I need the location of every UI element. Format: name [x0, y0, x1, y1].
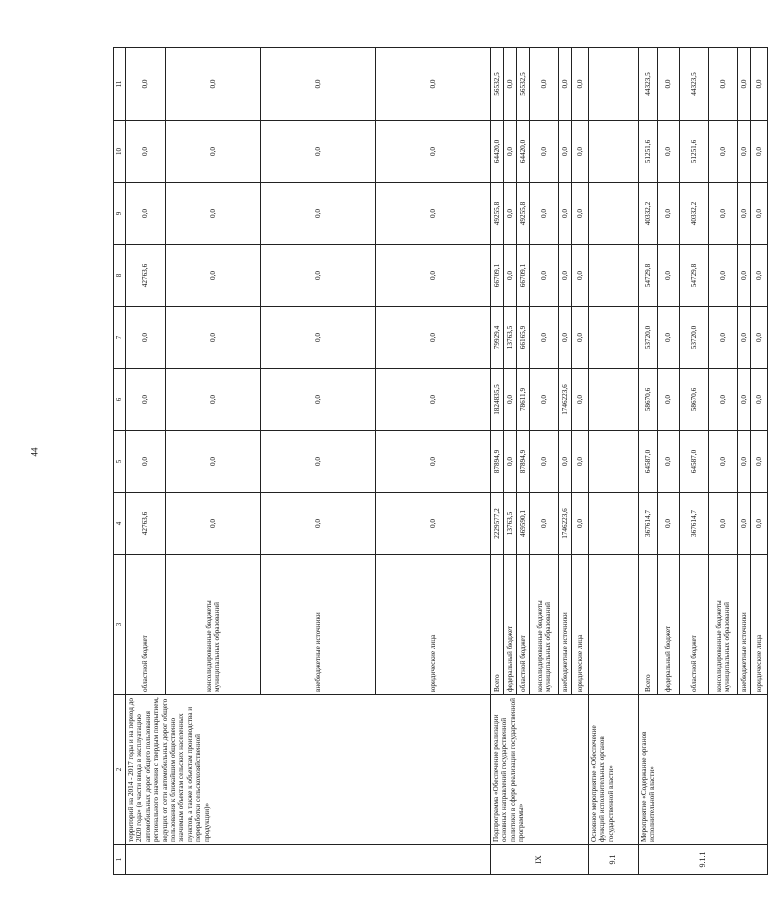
value-cell: 0,0 [530, 183, 559, 245]
value-cell: 0,0 [709, 48, 738, 121]
header-cell: 9 [114, 183, 126, 245]
value-cell: 0,0 [559, 431, 572, 493]
value-cell: 13763,5 [504, 307, 517, 369]
value-cell: 0,0 [376, 245, 491, 307]
value-cell: 0,0 [751, 183, 768, 245]
value-cell: 0,0 [261, 121, 376, 183]
value-cell: 0,0 [530, 369, 559, 431]
value-cell: 0,0 [709, 183, 738, 245]
value-cell: 0,0 [504, 121, 517, 183]
value-cell: 1746223,6 [559, 493, 572, 555]
value-cell: 13763,5 [504, 493, 517, 555]
value-cell: 79929,4 [491, 307, 504, 369]
value-cell: 0,0 [658, 121, 680, 183]
program-name: Основное мероприятие «Обеспечение функций исполнительных органов государственной власти» [589, 695, 639, 845]
value-cell: 0,0 [658, 183, 680, 245]
value-cell: 0,0 [709, 121, 738, 183]
value-cell: 53720,0 [680, 307, 709, 369]
value-cell: 0,0 [559, 183, 572, 245]
value-cell: 56532,5 [491, 48, 504, 121]
value-cell: 0,0 [751, 307, 768, 369]
value-cell: 0,0 [166, 431, 261, 493]
value-cell: 0,0 [376, 369, 491, 431]
funding-source: консолидированные бюджеты муниципальных образований [709, 555, 738, 695]
value-cell: 51251,6 [639, 121, 658, 183]
value-cell: 0,0 [559, 121, 572, 183]
value-cell: 0,0 [504, 431, 517, 493]
program-name: Мероприятие «Содержание органов исполнительной власти» [639, 695, 768, 845]
program-name: Подпрограмма «Обеспечение реализации основных направлений государственной политики в сфере реализации государственной программы» [491, 695, 589, 845]
value-cell: 1746223,6 [559, 369, 572, 431]
value-cell: 0,0 [166, 369, 261, 431]
value-cell: 0,0 [261, 431, 376, 493]
value-cell: 58670,6 [680, 369, 709, 431]
header-row [114, 48, 126, 875]
header-cell: 11 [114, 48, 126, 121]
funding-source: областной бюджет [680, 555, 709, 695]
value-cell: 0,0 [559, 307, 572, 369]
row-code: 9.1 [589, 845, 639, 875]
empty-cell [589, 245, 639, 307]
value-cell: 367614,7 [680, 493, 709, 555]
empty-cell [589, 369, 639, 431]
value-cell: 0,0 [166, 493, 261, 555]
value-cell: 0,0 [530, 48, 559, 121]
budget-table [113, 47, 768, 875]
header-cell: 4 [114, 493, 126, 555]
value-cell: 0,0 [126, 121, 166, 183]
value-cell: 0,0 [376, 121, 491, 183]
value-cell: 44323,5 [680, 48, 709, 121]
value-cell: 0,0 [166, 121, 261, 183]
row-code: IX [491, 845, 589, 875]
value-cell: 0,0 [126, 183, 166, 245]
value-cell: 0,0 [709, 307, 738, 369]
value-cell: 0,0 [751, 493, 768, 555]
funding-source: областной бюджет [517, 555, 530, 695]
value-cell: 0,0 [658, 431, 680, 493]
value-cell: 0,0 [738, 245, 751, 307]
value-cell: 0,0 [572, 431, 589, 493]
value-cell: 0,0 [166, 307, 261, 369]
value-cell: 0,0 [709, 369, 738, 431]
value-cell: 0,0 [572, 183, 589, 245]
value-cell: 87894,9 [517, 431, 530, 493]
value-cell: 40332,2 [639, 183, 658, 245]
funding-source: внебюджетные источники [559, 555, 572, 695]
funding-source: юридические лица [751, 555, 768, 695]
value-cell: 0,0 [658, 493, 680, 555]
value-cell: 0,0 [572, 493, 589, 555]
value-cell: 0,0 [530, 431, 559, 493]
value-cell: 49255,8 [491, 183, 504, 245]
value-cell: 0,0 [572, 121, 589, 183]
header-cell: 6 [114, 369, 126, 431]
value-cell: 66165,9 [517, 307, 530, 369]
value-cell: 0,0 [261, 493, 376, 555]
value-cell: 49255,8 [517, 183, 530, 245]
value-cell: 0,0 [376, 431, 491, 493]
value-cell: 0,0 [504, 369, 517, 431]
header-cell: 7 [114, 307, 126, 369]
value-cell: 66709,1 [491, 245, 504, 307]
value-cell: 64587,0 [680, 431, 709, 493]
value-cell: 78611,9 [517, 369, 530, 431]
value-cell: 87894,9 [491, 431, 504, 493]
value-cell: 0,0 [530, 307, 559, 369]
funding-source: федеральный бюджет [658, 555, 680, 695]
value-cell: 51251,6 [680, 121, 709, 183]
header-cell: 2 [114, 695, 126, 845]
value-cell: 0,0 [261, 48, 376, 121]
value-cell: 0,0 [126, 48, 166, 121]
table-row [126, 48, 166, 875]
value-cell: 0,0 [751, 245, 768, 307]
funding-source: юридические лица [376, 555, 491, 695]
value-cell: 53720,0 [639, 307, 658, 369]
value-cell: 0,0 [126, 369, 166, 431]
empty-cell [589, 493, 639, 555]
value-cell: 1824835,5 [491, 369, 504, 431]
header-cell: 8 [114, 245, 126, 307]
value-cell: 0,0 [709, 431, 738, 493]
value-cell: 0,0 [658, 48, 680, 121]
value-cell: 0,0 [738, 121, 751, 183]
value-cell: 0,0 [559, 245, 572, 307]
value-cell: 0,0 [261, 183, 376, 245]
funding-source: областной бюджет [126, 555, 166, 695]
value-cell: 54729,8 [639, 245, 658, 307]
value-cell: 0,0 [738, 307, 751, 369]
value-cell: 0,0 [504, 183, 517, 245]
value-cell: 0,0 [261, 307, 376, 369]
value-cell: 0,0 [504, 245, 517, 307]
value-cell: 0,0 [376, 493, 491, 555]
empty-cell [589, 555, 639, 695]
value-cell: 0,0 [530, 121, 559, 183]
header-cell: 5 [114, 431, 126, 493]
funding-source: внебюджетные источники [738, 555, 751, 695]
value-cell: 0,0 [376, 48, 491, 121]
value-cell: 0,0 [126, 431, 166, 493]
empty-cell [589, 183, 639, 245]
value-cell: 0,0 [658, 307, 680, 369]
funding-source: Всего [639, 555, 658, 695]
value-cell: 0,0 [738, 431, 751, 493]
value-cell: 64587,0 [639, 431, 658, 493]
empty-cell [589, 431, 639, 493]
value-cell: 0,0 [261, 245, 376, 307]
value-cell: 367614,7 [639, 493, 658, 555]
value-cell: 0,0 [572, 48, 589, 121]
table-row [639, 48, 658, 875]
header-cell: 1 [114, 845, 126, 875]
header-cell: 10 [114, 121, 126, 183]
table-row [589, 48, 639, 875]
value-cell: 0,0 [530, 493, 559, 555]
value-cell: 0,0 [709, 245, 738, 307]
page-number: 44 [29, 447, 40, 457]
value-cell: 0,0 [261, 369, 376, 431]
value-cell: 42763,6 [126, 493, 166, 555]
value-cell: 0,0 [504, 48, 517, 121]
value-cell: 0,0 [166, 183, 261, 245]
value-cell: 0,0 [751, 369, 768, 431]
value-cell: 0,0 [658, 245, 680, 307]
row-code: 9.1.1 [639, 845, 768, 875]
value-cell: 0,0 [751, 431, 768, 493]
header-cell: 3 [114, 555, 126, 695]
rotated-table-container [113, 48, 763, 875]
funding-source: юридические лица [572, 555, 589, 695]
value-cell: 0,0 [738, 493, 751, 555]
empty-cell [589, 307, 639, 369]
value-cell: 0,0 [572, 245, 589, 307]
value-cell: 64420,0 [491, 121, 504, 183]
row-code [126, 845, 491, 875]
value-cell: 42763,6 [126, 245, 166, 307]
value-cell: 54729,8 [680, 245, 709, 307]
value-cell: 0,0 [376, 307, 491, 369]
value-cell: 0,0 [559, 48, 572, 121]
value-cell: 0,0 [376, 183, 491, 245]
empty-cell [589, 121, 639, 183]
value-cell: 0,0 [738, 369, 751, 431]
value-cell: 64420,0 [517, 121, 530, 183]
funding-source: консолидированные бюджеты муниципальных образований [530, 555, 559, 695]
value-cell: 0,0 [709, 493, 738, 555]
empty-cell [589, 48, 639, 121]
value-cell: 0,0 [751, 48, 768, 121]
value-cell: 0,0 [738, 183, 751, 245]
funding-source: внебюджетные источники [261, 555, 376, 695]
funding-source: консолидированные бюджеты муниципальных образований [166, 555, 261, 695]
value-cell: 44323,5 [639, 48, 658, 121]
value-cell: 469590,1 [517, 493, 530, 555]
value-cell: 0,0 [530, 245, 559, 307]
value-cell: 0,0 [658, 369, 680, 431]
table-body [114, 48, 768, 875]
value-cell: 2229577,2 [491, 493, 504, 555]
table-row [491, 48, 504, 875]
value-cell: 0,0 [572, 369, 589, 431]
value-cell: 0,0 [751, 121, 768, 183]
value-cell: 58670,6 [639, 369, 658, 431]
funding-source: Всего [491, 555, 504, 695]
value-cell: 0,0 [572, 307, 589, 369]
value-cell: 40332,2 [680, 183, 709, 245]
funding-source: федеральный бюджет [504, 555, 517, 695]
value-cell: 66709,1 [517, 245, 530, 307]
value-cell: 0,0 [738, 48, 751, 121]
value-cell: 56532,5 [517, 48, 530, 121]
value-cell: 0,0 [166, 245, 261, 307]
value-cell: 0,0 [166, 48, 261, 121]
value-cell: 0,0 [126, 307, 166, 369]
program-name: территорий на 2014 - 2017 годы и на период до 2020 года» (в части ввода в эксплуатацию автомобильных дорог общего пользования регионального значения с твердым покрытием, ведущих от сети автомобильных дорог общего пользования к ближайшим общественно значимым объектам сельских населенных пунктов, а также к объектам производства и переработки сельскохозяйственной продукции)» [126, 695, 491, 845]
